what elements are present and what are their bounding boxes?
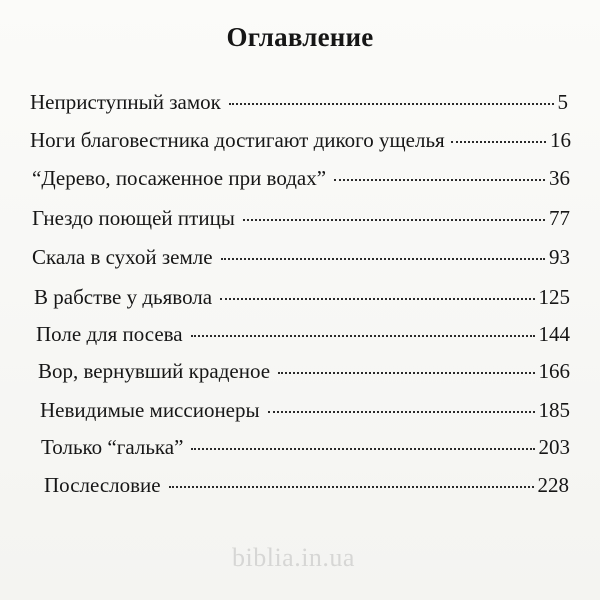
toc-entry-title: Неприступный замок — [30, 90, 221, 114]
toc-entry — [38, 357, 570, 385]
toc-entry — [40, 396, 570, 424]
toc-entry — [32, 164, 570, 192]
dot-leader — [243, 219, 545, 221]
toc-entry-title: В рабстве у дьявола — [34, 285, 213, 309]
toc-entry-title: Гнездо поющей птицы — [32, 206, 235, 230]
toc-entry-page: 93 — [549, 245, 570, 269]
toc-entry-title: Послесловие — [44, 473, 161, 497]
toc-entry-page: 185 — [538, 398, 570, 422]
toc-entry-page: 125 — [538, 285, 570, 309]
dot-leader — [169, 486, 534, 488]
toc-entry-page: 5 — [557, 90, 568, 114]
dot-leader — [229, 103, 554, 105]
toc-entry-page: 16 — [550, 128, 571, 152]
toc-entry-title: Невидимые миссионеры — [40, 398, 260, 422]
dot-leader — [268, 411, 535, 413]
toc-entry — [32, 204, 570, 232]
toc-entry-title: Ноги благовестника достигают дикого ущелья — [30, 128, 445, 152]
toc-entry-page: 77 — [549, 206, 570, 230]
toc-entry — [44, 471, 569, 499]
watermark: biblia.in.ua — [232, 543, 355, 572]
dot-leader — [221, 258, 545, 260]
dot-leader — [191, 335, 535, 337]
dot-leader — [191, 448, 534, 450]
toc-entry-title: “Дерево, посаженное при водах” — [32, 166, 327, 190]
toc-entry — [41, 433, 570, 461]
toc-entry-title: Скала в сухой земле — [32, 245, 213, 269]
dot-leader — [220, 298, 534, 300]
toc-entry — [36, 320, 570, 348]
toc-entry-page: 203 — [538, 435, 570, 459]
toc-entry-page: 228 — [537, 473, 569, 497]
dot-leader — [334, 179, 545, 181]
toc-entry — [30, 88, 568, 116]
toc-entry — [32, 243, 570, 271]
dot-leader — [278, 372, 534, 374]
toc-entry-page: 166 — [538, 359, 570, 383]
toc-entry-page: 36 — [549, 166, 570, 190]
toc-entry-title: Поле для посева — [36, 322, 183, 346]
toc-entry — [34, 283, 570, 311]
page-title: Оглавление — [226, 22, 374, 52]
toc-entry — [30, 126, 571, 154]
toc-entry-title: Только “галька” — [41, 435, 184, 459]
dot-leader — [451, 141, 546, 143]
toc-entry-title: Вор, вернувший краденое — [38, 359, 271, 383]
toc-entry-page: 144 — [538, 322, 570, 346]
